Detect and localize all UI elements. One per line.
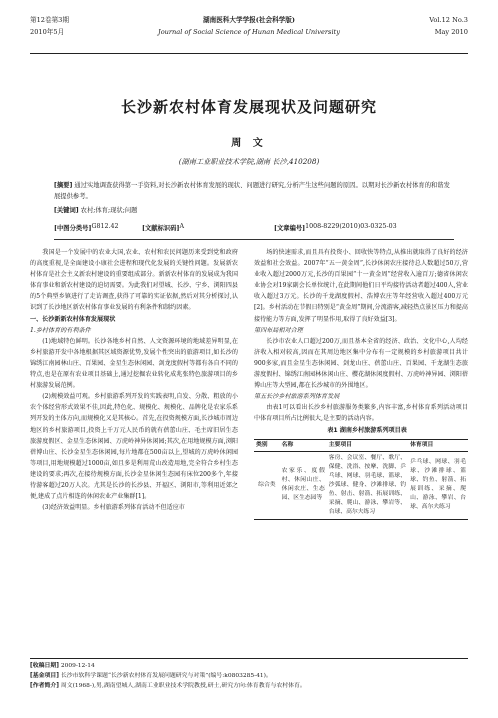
subsection-heading-layout: 第四布局相对合理 (254, 326, 303, 334)
table-cell-name: 农家乐、度假村、休闲山庄、休闲农庄、生态园、区生态园等 (280, 451, 327, 519)
journal-name-en: Journal of Social Science of Hunan Medical University (158, 28, 340, 36)
article-number-label: [文章编号] (274, 225, 306, 232)
section-heading-1: 一、长沙新新农村体育发展现状 (30, 315, 116, 323)
table-cell-main: 客房、会议室、餐厅、歌厅、保健、洗浴、按摩、洗脚、乒乓球、网球、羽毛球、篮球、沙弧球、健身、沙滩排球、钓鱼、射击、射箭、拓展训练、采摘、爬山、游泳、攀岩等、台球、高尔夫练习 (327, 451, 408, 519)
table-cell-sports: 乒乓球、网球、羽毛球、沙滩排球、篮球、钓鱼、射箭、拓展训练、采摘、爬山、游泳、攀岩、台球、高尔夫练习 (408, 451, 468, 519)
received-label: [收稿日期] (30, 663, 59, 669)
paragraph-regional-features: (1)地域特色鲜明。长沙各地乡村自然、人文资源环境的地域差异明显,在乡村旅游开发中各地根据其区域资源优势,发展个性突出的旅游项目,如长沙的锦绣江南园林山庄、百果园、金星生态休闲园、剑龙度假村等都有各自不同的特点,也是在原有农业项目基础上,通过挖掘农业转化成兆张特色旅游项目的乡村旅游发展范例。 (30, 337, 238, 390)
date-en: May 2010 (434, 28, 468, 36)
article-number-value: 1008-8229(2010)03-0325-03 (305, 223, 397, 230)
table-cell-category: 综合类 (254, 451, 280, 519)
paragraph-scale-benefits: (2)规模效益可观。乡村旅游系列开发的实践表明,自发、分散、粗放的小农个体经营形式效果不佳,因此,特色化、规模化、规模化、品牌化是农家乐系列开发的主体方向,而规模化又是其核心。首先,在投资规模方面,长沙城市周边地区的乡村旅游项目,投资上千万元人民币的就有蓓蕾山庄、毛主席旧居生态旅游度假区、金星生态休闲园、万虎岭神异休闲园;其次,在用地规模方面,浏阳蓓博山庄、长沙金星生态休闲园,每片地都在500亩以上,望城的万虎岭休闲园等项目,用地规模超过1000亩,如且多是利用荒山改造用地,完全符合乡村生态建设的要求;再次,在接待规模方面,长沙金星休闲生态园有床位200多个,年接待游客超过20万人次。尤其是长沙的长沙县、开福区、浏阳市,等利用近郊之便,建成了点片相连的休闲农业产业集群[1]。 (30, 393, 238, 501)
keywords-label: [关键词] (54, 207, 79, 214)
received-date: 2009-12-14 (60, 663, 95, 669)
table-row (254, 451, 468, 519)
table-header-category: 类别 (254, 439, 280, 451)
clc-label: [中图分类号] (54, 225, 92, 232)
date-cn: 2010年5月 (30, 28, 65, 36)
fund-text: 长沙市软科学课题“长沙新农村体育发展问题研究与对策”(编号:k0803285-41)。 (60, 673, 272, 679)
table-caption: 表1 湖南乡村旅游系列项目表 (327, 426, 407, 434)
article-title: 长沙新农村体育发展现状及问题研究 (120, 98, 377, 116)
volume-issue-en: Vol.12 No.3 (429, 16, 468, 24)
paragraph-market-demand: 场的快速需求,而且具有投资小、回收快等特点,从推出就取得了良好的经济效益和社会效益。2007年“五一黄金周”,长沙休闲农庄接待总人数超过50万,营业收入超过2000万元,长沙的百果园“十一黄金周”经营收入逾百万;德省休闲农业协会对19家副会长单位统计,在此期间他们日平均接待活动者超过400人,营业收入超过3万元。长沙的千龙湖度假村、浩博农庄等年经营收入超过400万元[2]。乡村活动在节假日特别是“黄金周”期间,分流游客,减轻热点景区压力和提高接待能力等方面,发挥了明显作用,取得了良好效益[3]。 (254, 249, 468, 323)
fund-label: [基金项目] (30, 673, 59, 679)
author-name: 周 文 (231, 138, 267, 149)
table-header-name: 名称 (280, 439, 327, 451)
author-bio: 周文(1968-),男,湖南望城人,湖南工业职业技术学院教授,研士,研究方向:体育教育与农村体育。 (60, 683, 306, 689)
subsection-heading-1: 1.乡村体育的有利条件 (30, 326, 91, 334)
keywords (54, 205, 454, 216)
keywords-text: 农村;体育;现状;问题 (80, 207, 138, 214)
abstract-text: 通过实地调查获得第一手资料,对长沙新农村体育发展的现状、问题进行研究,分析产生这些问题的原因。以期对长沙新农村体育的和谐发展提供参考。 (54, 182, 450, 200)
doc-code-label: [文献标识码] (142, 225, 180, 232)
author-affiliation: (湖南工业职业技术学院,湖南 长沙,410208) (178, 157, 320, 166)
doc-code-value: A (179, 223, 185, 230)
abstract (54, 180, 454, 202)
footnote (30, 658, 468, 691)
volume-issue-cn: 第12卷第3期 (30, 16, 69, 24)
clc-value: G812.42 (91, 223, 119, 230)
right-column (254, 247, 468, 520)
subsection-heading-development: 第五长沙乡村旅游系列体育发展 (254, 393, 340, 401)
left-column (30, 247, 238, 513)
author-bio-label: [作者简介] (30, 683, 59, 689)
paragraph-layout: 长沙市农业人口超过200万,而且基本全省的经济、政治、文化中心,人均经济收入相对较高,因而在其周边地区集中分布有一定规模的乡村旅游项目共计900多家,而且金星生态休闲园、剑龙山庄、蓓蕾山庄、百果园、千龙湖生态旅游度假村、锦绣江南园林休闲山庄、樱花湖休闲度假村、万虎岭神异园、浏阳蓓博山庄等大型园,都在长沙城市的外围地区。 (254, 337, 468, 390)
intro-paragraph: 我国是一个发展中的农业大国,农业、农村和农民问题历来受到党和政府的高度重视,是全面建设小康社会进程和现代化发展的关键性问题。发展新农村体育是社会主义新农村建设的重要组成部分。新新农村体育的发展成为我国体育事业和新农村建设的迫切需要。为此我们对望城、长沙、宁乡、浏阳四县的5个典型乡镇进行了走访调查,获得了可靠的实证依据,然后对其分析探讨,认识到了长沙地区新农村体育事业发展的有利条件和制约因素。 (30, 249, 238, 312)
running-header (30, 13, 468, 54)
abstract-label: [摘要] (54, 182, 73, 189)
table-header-main: 主要项目 (327, 439, 408, 451)
abstract-divider (54, 239, 454, 240)
paragraph-table-intro: 由表1可以看出长沙乡村旅游服务类繁多,内容丰富,乡村体育系列活动项目中体育项目所占比例很大,是主要的活动内容。 (254, 404, 468, 423)
project-table (254, 439, 468, 520)
table-header-sports: 体育项目 (408, 439, 468, 451)
paragraph-economic-benefits: (3)经济效益明显。乡村旅游系列体育活动不但适应市 (42, 504, 185, 512)
journal-name-cn: 湖南医科大学学报(社会科学版) (203, 16, 295, 24)
